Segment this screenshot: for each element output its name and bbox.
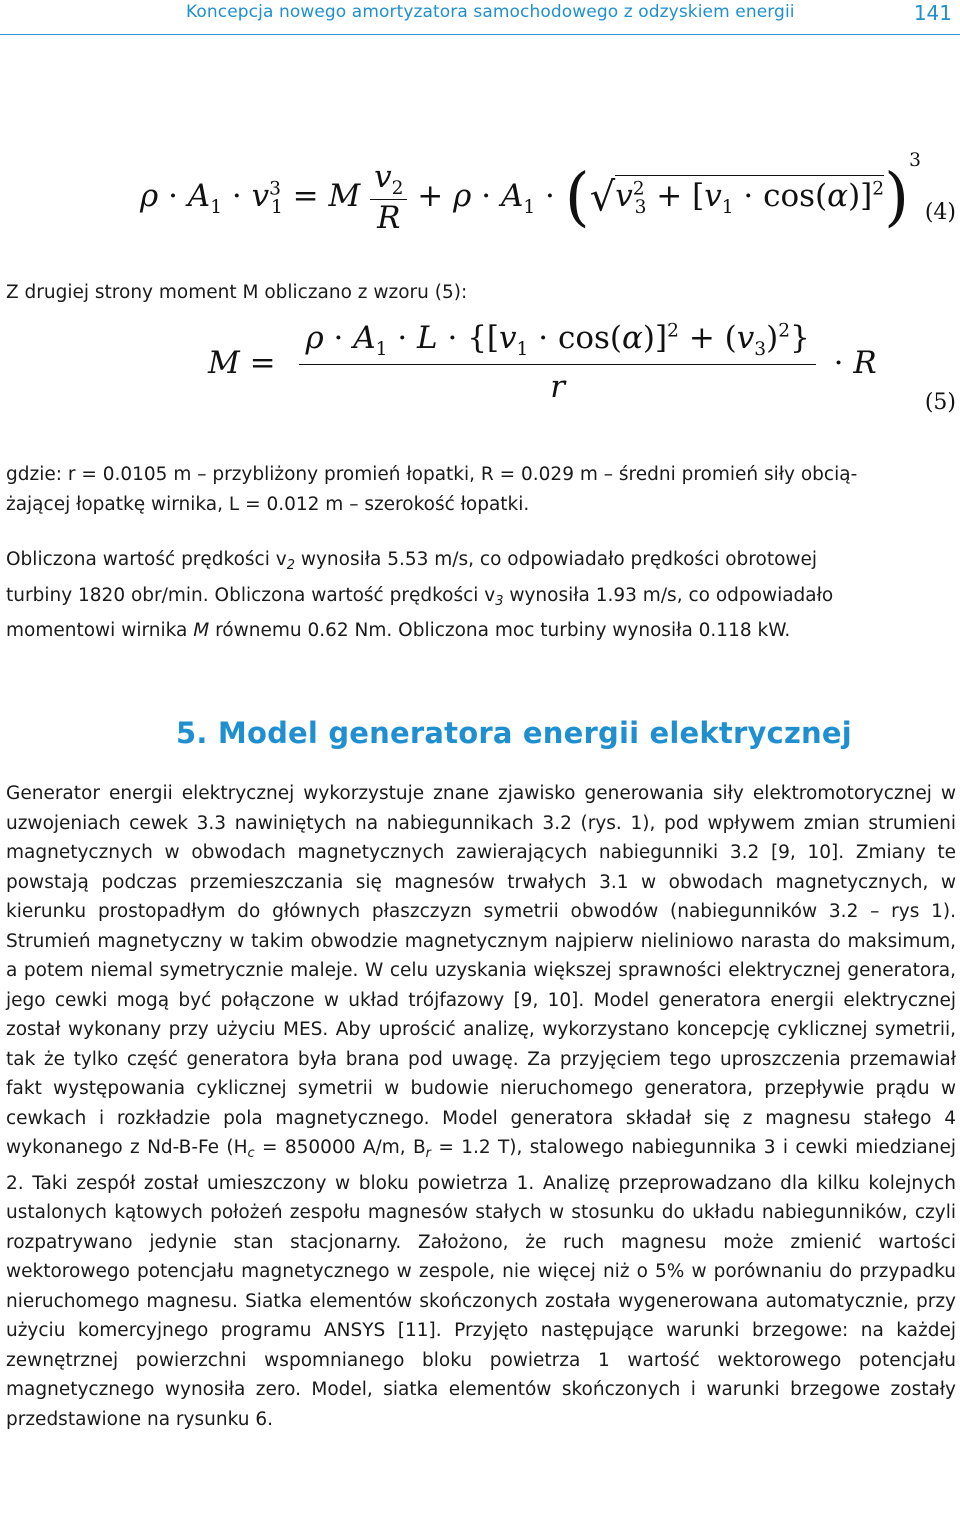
results-line-1: Obliczona wartość prędkości $v_2$ wynosiła 5.53 m/s, co odpowiadało prędkości obrotowej (6, 549, 818, 573)
running-title: Koncepcja nowego amortyzatora samochodowego z odzyskiem energii (186, 2, 795, 22)
results-paragraph (6, 545, 956, 646)
page-number: 141 (913, 1, 952, 25)
body-text: Generator energii elektrycznej wykorzystuje znane zjawisko generowania siły elektromotorycznej w uzwojeniach cewek 3.3 nawiniętych na nabiegunnikach 3.2 (rys. 1), pod wpływem zmian strumieni magnetycznych w obwodach magnetycznych zawierających nabiegunniki 3.2 [9, 10]. Zmiany te powstają podczas przemieszczania się magnesów trwałych 3.1 w obwodach magnetycznych, w kierunku prostopadłym do głównych płaszczyzn symetrii obwodów (nabiegunników 3.2 – rys 1). Strumień magnetyczny w takim obwodzie magnetycznym najpierw nieliniowo narasta do maksimum, a potem niemal symetrycznie maleje. W celu uzyskania większej sprawności elektrycznej generatora, jego cewki mogą być połączone w układ trójfazowy [9, 10]. Model generatora energii elektrycznej został wykonany przy użyciu MES. Aby uprościć analizę, wykorzystano koncepcję cyklicznej symetrii, tak że tylko część generatora była brana pod uwagę. Za przyjęciem tego uproszczenia przemawiał fakt występowania cyklicznej symetrii w budowie nieruchomego generatora, przepływie prądu w cewkach i rozkładzie pola magnetycznego. Model generatora składał się z magnesu stałego 4 wykonanego z Nd-B-Fe ($H_c = 850000$ A/m, $B_r = 1.2$ T), stalowego nabiegunnika 3 i cewki miedzianej 2. Taki zespół został umieszczony w bloku powietrza 1. Analizę przeprowadzano dla kilku kolejnych ustalonych kątowych położeń zespołu magnesów stałych w stosunku do układu nabiegunników, czyli rozpatrywano jedynie stan stacjonarny. Założono, że ruch magnesu może zmienić wartości wektorowego potencjału magnetycznego w zespole, nie więcej niż o 5% w porównaniu do przypadku nieruchomego magnesu. Siatka elementów skończonych została wygenerowana automatycznie, przy użyciu komercyjnego programu ANSYS [11]. Przyjęto następujące warunki brzegowe: na każdej zewnętrznej powierzchni wspomnianego bloku powietrza 1 wartość wektorowego potencjału magnetycznego wynosiła zero. Model, siatka elementów skończonych i warunki brzegowe zostały przedstawione na rysunku 6. (6, 783, 956, 1430)
variable-definitions (6, 460, 956, 519)
definitions-line-2: żającej łopatkę wirnika, L = 0.012 m – szerokość łopatki. (6, 493, 530, 515)
running-header (0, 0, 960, 35)
equation-5-number: (5) (924, 390, 956, 415)
equation-4: $\rho \cdot A_1 \cdot v^3_1 = M$ $\frac{v_2}{R}$ + $\rho \cdot A_1 \cdot (√v^2_3 + [v_1 \cdot \cos(\alpha)]^2)^3$ (140, 150, 921, 237)
equation-5: M = $\frac{\rho \cdot A_1 \cdot L \cdot \{[v_1 \cdot \cos(\alpha)]^2 + (v_3)^2\}}{r}$ · R (208, 320, 877, 406)
equation-4-number: (4) (924, 200, 956, 225)
section-heading: 5. Model generatora energii elektrycznej (176, 716, 852, 750)
results-line-2: turbiny 1820 obr/min. Obliczona wartość prędkości $v_3$ wynosiła 1.93 m/s, co odpowiadało (6, 584, 834, 609)
definitions-line-1: gdzie: r = 0.0105 m – przybliżony promień łopatki, R = 0.029 m – średni promień siły obcią- (6, 464, 858, 485)
results-line-3: momentowi wirnika M równemu 0.62 Nm. Obliczona moc turbiny wynosiła 0.118 kW. (6, 620, 791, 641)
body-paragraph (6, 779, 956, 1434)
intro-line: Z drugiej strony moment M obliczano z wzoru (5): (6, 282, 468, 303)
intro-text (6, 278, 956, 308)
